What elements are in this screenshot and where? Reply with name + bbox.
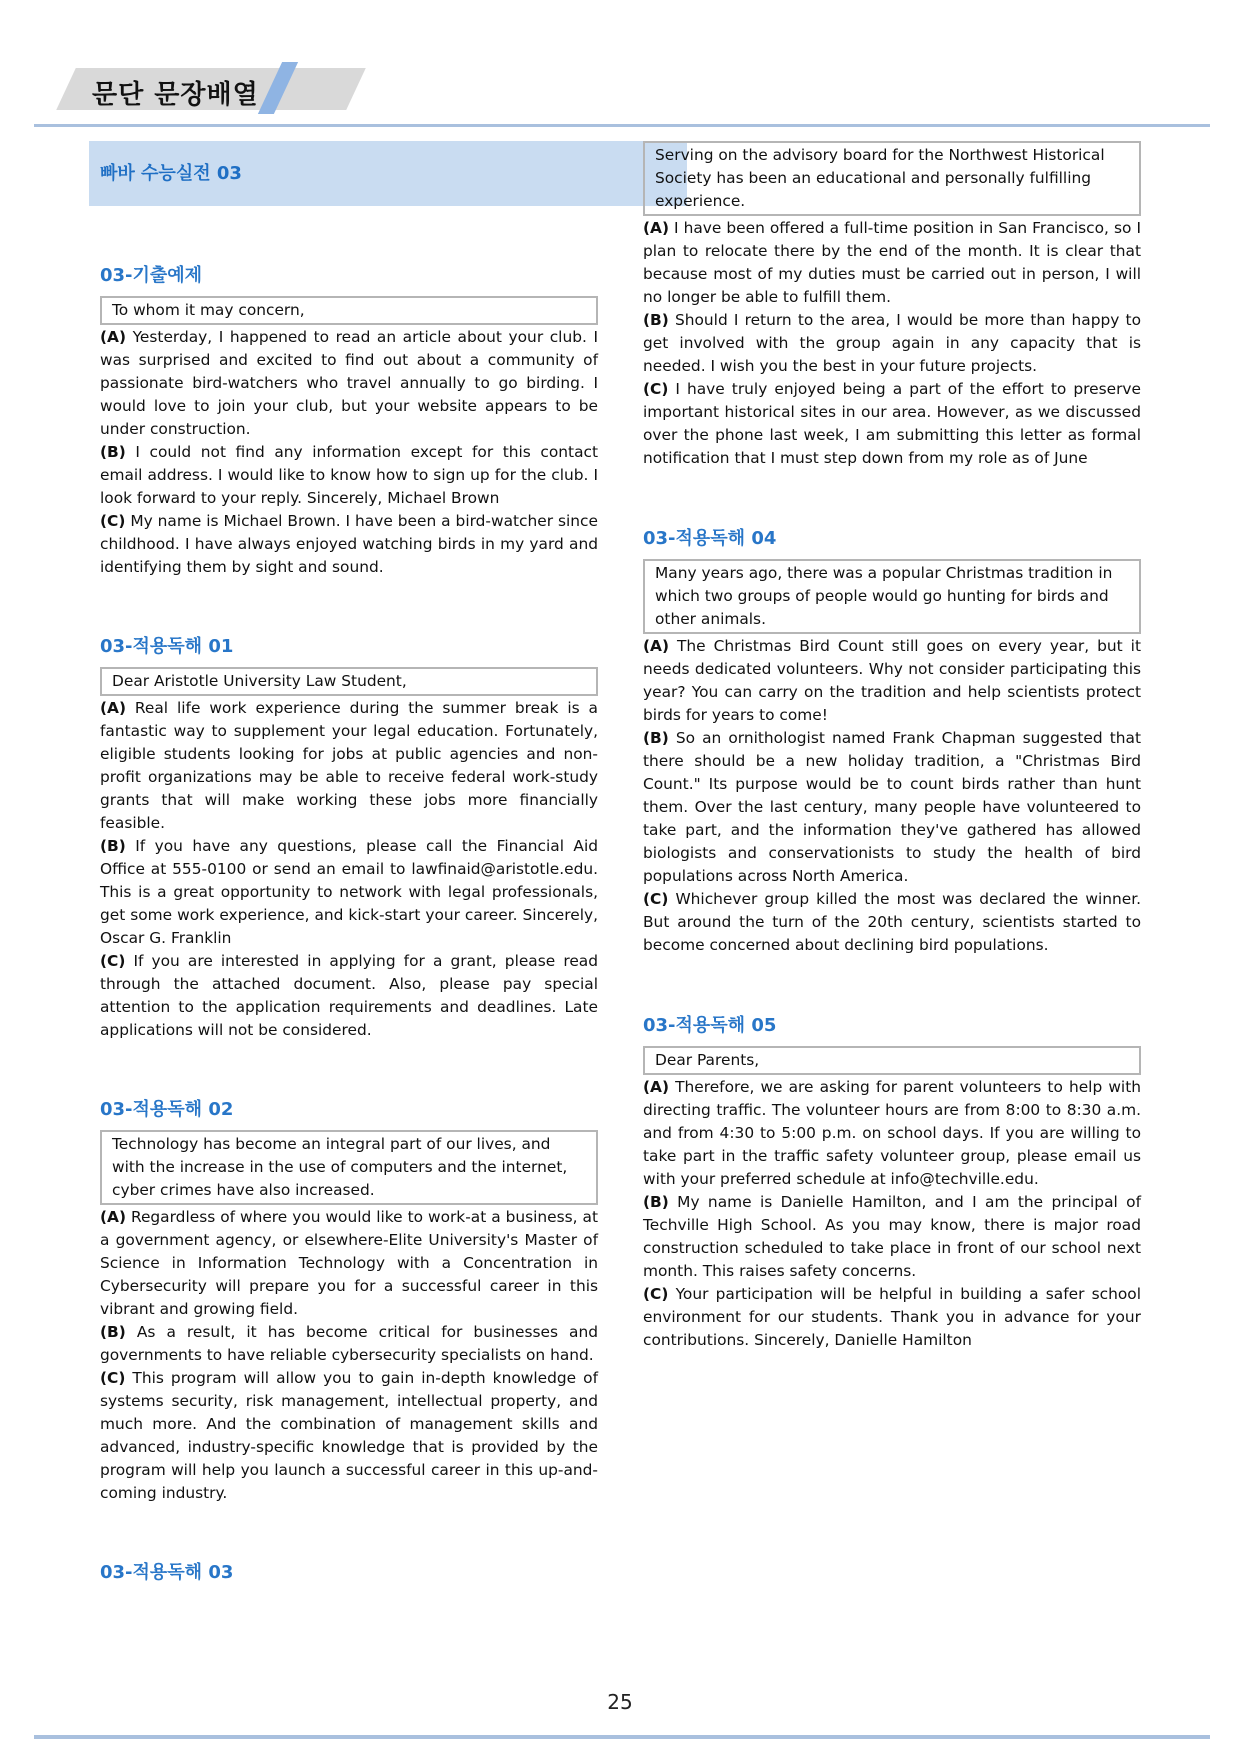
main-title: 빠바 수능실전 03 [100, 163, 242, 184]
section-title: 03-적용독해 05 [643, 1015, 777, 1036]
section-practice-02 [100, 1098, 598, 1505]
paragraph-a: (A) Yesterday, I happened to read an article about your club. I was surprised and excited to find out about a community of passionate bird-watchers who travel annually to go birding. I would love to join your club, but your website appears to be under construction. [100, 328, 598, 438]
section-title: 03-기출예제 [100, 265, 203, 286]
paragraph-a: (A) Regardless of where you would like to work-at a business, at a government agency, or elsewhere-Elite University's Master of Science in Information Technology with a Concentration in Cybersecurity will prepare you for a successful career in this vibrant and growing field. [100, 1208, 598, 1318]
paragraph-b: (B) I could not find any information except for this contact email address. I would like to know how to sign up for the club. I look forward to your reply. Sincerely, Michael Brown [100, 443, 598, 507]
page-number: 25 [607, 1690, 633, 1714]
section-title: 03-적용독해 02 [100, 1099, 234, 1120]
given-sentence-box: Technology has become an integral part of our lives, and with the increase in the use of computers and the internet, cyber crimes have also increased. [100, 1130, 598, 1205]
given-sentence-box: Dear Aristotle University Law Student, [100, 667, 598, 696]
main-title-box [89, 141, 687, 206]
section-practice-01 [100, 635, 598, 1042]
paragraph-c: (C) I have truly enjoyed being a part of the effort to preserve important historical sites in our area. However, as we discussed over the phone last week, I am submitting this letter as formal notification that I must step down from my role as of June [643, 380, 1141, 467]
right-column [643, 141, 1141, 1352]
given-sentence-box: To whom it may concern, [100, 296, 598, 325]
paragraph-b: (B) So an ornithologist named Frank Chapman suggested that there should be a new holiday tradition, a "Christmas Bird Count." Its purpose would be to count birds rather than hunt them. Over the last century, many people have volunteered to take part, and the information they've gathered has allowed biologists and conservationists to study the health of bird populations across North America. [643, 729, 1141, 885]
section-practice-03-body [643, 141, 1141, 470]
paragraph-c: (C) Whichever group killed the most was declared the winner. But around the turn of the 20th century, scientists started to become concerned about declining bird populations. [643, 890, 1141, 954]
paragraph-a: (A) Real life work experience during the summer break is a fantastic way to supplement your legal education. Fortunately, eligible students looking for jobs at public agencies and non-profit organizations may be able to receive federal work-study grants that will make working these jobs more financially feasible. [100, 699, 598, 832]
given-sentence-box: Dear Parents, [643, 1046, 1141, 1075]
paragraph-a: (A) The Christmas Bird Count still goes on every year, but it needs dedicated volunteers. Why not consider participating this year? You can carry on the tradition and help scientists protect birds for years to come! [643, 637, 1141, 724]
paragraph-b: (B) Should I return to the area, I would be more than happy to get involved with the group again in any capacity that is needed. I wish you the best in your future projects. [643, 311, 1141, 375]
header-divider [34, 124, 1210, 127]
section-example [100, 264, 598, 579]
section-practice-03-heading [100, 1561, 598, 1584]
section-title: 03-적용독해 03 [100, 1562, 234, 1583]
section-title: 03-적용독해 04 [643, 528, 777, 549]
given-sentence-box: Many years ago, there was a popular Christmas tradition in which two groups of people would go hunting for birds and other animals. [643, 559, 1141, 634]
paragraph-c: (C) My name is Michael Brown. I have been a bird-watcher since childhood. I have always enjoyed watching birds in my yard and identifying them by sight and sound. [100, 512, 598, 576]
paragraph-c: (C) This program will allow you to gain in-depth knowledge of systems security, risk management, intellectual property, and much more. And the combination of management skills and advanced, industry-specific knowledge that is provided by the program will help you launch a successful career in this up-and-coming industry. [100, 1369, 598, 1502]
left-column [100, 141, 598, 1593]
section-practice-05 [643, 1014, 1141, 1352]
footer-divider [34, 1735, 1210, 1739]
paragraph-b: (B) As a result, it has become critical for businesses and governments to have reliable cybersecurity specialists on hand. [100, 1323, 598, 1364]
paragraph-c: (C) If you are interested in applying for a grant, please read through the attached document. Also, please pay special attention to the application requirements and deadlines. Late applications will not be considered. [100, 952, 598, 1039]
section-title: 03-적용독해 01 [100, 636, 234, 657]
paragraph-b: (B) If you have any questions, please call the Financial Aid Office at 555-0100 or send an email to lawfinaid@aristotle.edu. This is a great opportunity to network with legal professionals, get some work experience, and kick-start your career. Sincerely, Oscar G. Franklin [100, 837, 598, 947]
page-title: 문단 문장배열 [92, 80, 259, 110]
given-sentence-box: Serving on the advisory board for the Northwest Historical Society has been an educational and personally fulfilling experience. [643, 141, 1141, 216]
section-practice-04 [643, 527, 1141, 957]
paragraph-a: (A) I have been offered a full-time position in San Francisco, so I plan to relocate there by the end of the month. It is clear that because most of my duties must be carried out in person, I will no longer be able to fulfill them. [643, 219, 1141, 306]
paragraph-a: (A) Therefore, we are asking for parent volunteers to help with directing traffic. The volunteer hours are from 8:00 to 8:30 a.m. and from 4:30 to 5:00 p.m. on school days. If you are willing to take part in the traffic safety volunteer group, please email us with your preferred schedule at info@techville.edu. [643, 1078, 1141, 1188]
paragraph-b: (B) My name is Danielle Hamilton, and I am the principal of Techville High School. As you may know, there is major road construction scheduled to take place in front of our school next month. This raises safety concerns. [643, 1193, 1141, 1280]
paragraph-c: (C) Your participation will be helpful in building a safer school environment for our students. Thank you in advance for your contributions. Sincerely, Danielle Hamilton [643, 1285, 1141, 1349]
